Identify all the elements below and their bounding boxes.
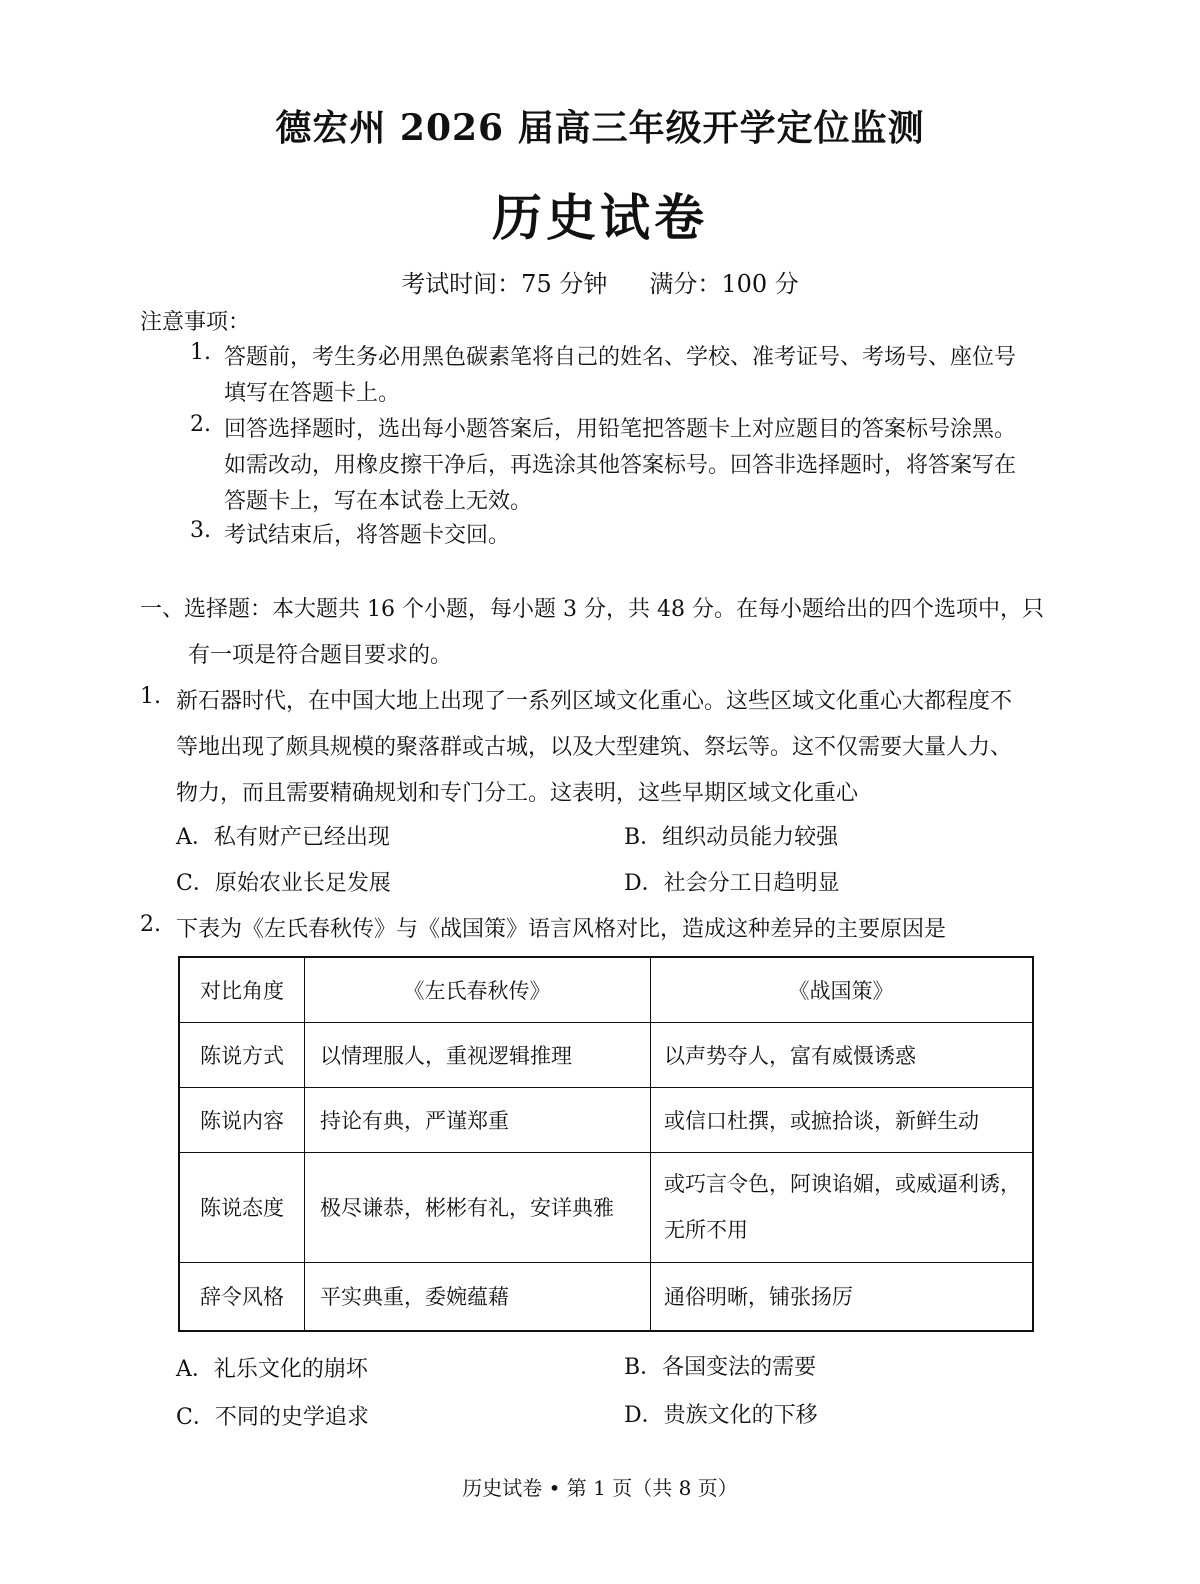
option-d: D．社会分工日趋明显 <box>624 871 840 896</box>
table-cell: 以情理服人，重视逻辑推理 <box>320 1043 572 1068</box>
table-cell: 陈说方式 <box>200 1043 284 1068</box>
notice-item-number: 3. <box>190 518 211 543</box>
full-score: 满分：100 分 <box>649 270 799 298</box>
notice-item-line: 考试结束后，将答题卡交回。 <box>224 523 511 548</box>
table-cell: 以声势夺人，富有威慑诱惑 <box>664 1043 916 1068</box>
notice-item-line: 答题前，考生务必用黑色碳素笔将自己的姓名、学校、准考证号、考场号、座位号 <box>224 345 1017 370</box>
section-heading: 一、选择题：本大题共 16 个小题，每小题 3 分，共 48 分。在每小题给出的四个选项中，只 <box>140 597 1044 622</box>
page-footer: 历史试卷 • 第 1 页（共 8 页） <box>462 1476 738 1500</box>
exam-title: 德宏州 2026 届高三年级开学定位监测 <box>275 107 925 149</box>
notice-item-line: 如需改动，用橡皮擦干净后，再选涂其他答案标号。回答非选择题时，将答案写在 <box>224 453 1017 478</box>
question-stem-line: 物力，而且需要精确规划和专门分工。这表明，这些早期区域文化重心 <box>176 781 859 806</box>
table-cell: 持论有典，严谨郑重 <box>320 1108 509 1133</box>
table-cell: 陈说态度 <box>200 1196 284 1220</box>
table-cell: 平实典重，委婉蕴藉 <box>320 1285 509 1309</box>
option-c: C．原始农业长足发展 <box>176 871 391 896</box>
question-number: 1. <box>140 684 161 709</box>
question-stem: 下表为《左氏春秋传》与《战国策》语言风格对比，造成这种差异的主要原因是 <box>176 917 947 942</box>
option-b: B．各国变法的需要 <box>624 1355 817 1380</box>
table-header-cell: 《左氏春秋传》 <box>403 979 551 1003</box>
table-cell: 或巧言令色，阿谀谄媚，或威逼利诱，无所不用 <box>664 1172 1021 1242</box>
subject-title: 历史试卷 <box>492 188 708 247</box>
table-cell: 辞令风格 <box>200 1285 284 1309</box>
comparison-table <box>178 956 1034 1332</box>
exam-time: 考试时间：75 分钟 <box>401 270 608 298</box>
table-cell: 或信口杜撰，或摭拾谈，新鲜生动 <box>664 1108 979 1133</box>
table-header-cell: 《战国策》 <box>788 979 894 1003</box>
notice-heading: 注意事项： <box>140 310 251 335</box>
question-stem-line: 等地出现了颇具规模的聚落群或古城，以及大型建筑、祭坛等。这不仅需要大量人力、 <box>176 735 1013 760</box>
option-a: A．私有财产已经出现 <box>176 825 390 850</box>
option-b: B．组织动员能力较强 <box>624 825 839 850</box>
notice-item-number: 2. <box>190 412 211 437</box>
table-cell: 陈说内容 <box>200 1108 284 1133</box>
option-c: C．不同的史学追求 <box>176 1405 369 1430</box>
notice-item-number: 1. <box>190 340 211 365</box>
table-cell: 极尽谦恭，彬彬有礼，安详典雅 <box>320 1196 614 1220</box>
notice-item-line: 填写在答题卡上。 <box>224 381 401 406</box>
notice-item-line: 答题卡上，写在本试卷上无效。 <box>224 489 533 514</box>
table-header-cell: 对比角度 <box>200 979 284 1003</box>
section-heading: 有一项是符合题目要求的。 <box>188 643 453 668</box>
option-a: A．礼乐文化的崩坏 <box>176 1357 368 1382</box>
question-number: 2. <box>140 912 161 937</box>
notice-item-line: 回答选择题时，选出每小题答案后，用铅笔把答题卡上对应题目的答案标号涂黑。 <box>224 417 1017 442</box>
question-stem-line: 新石器时代，在中国大地上出现了一系列区域文化重心。这些区域文化重心大都程度不 <box>176 689 1013 714</box>
table-cell: 通俗明晰，铺张扬厉 <box>664 1285 853 1309</box>
option-d: D．贵族文化的下移 <box>624 1403 818 1428</box>
exam-info <box>0 264 1200 299</box>
